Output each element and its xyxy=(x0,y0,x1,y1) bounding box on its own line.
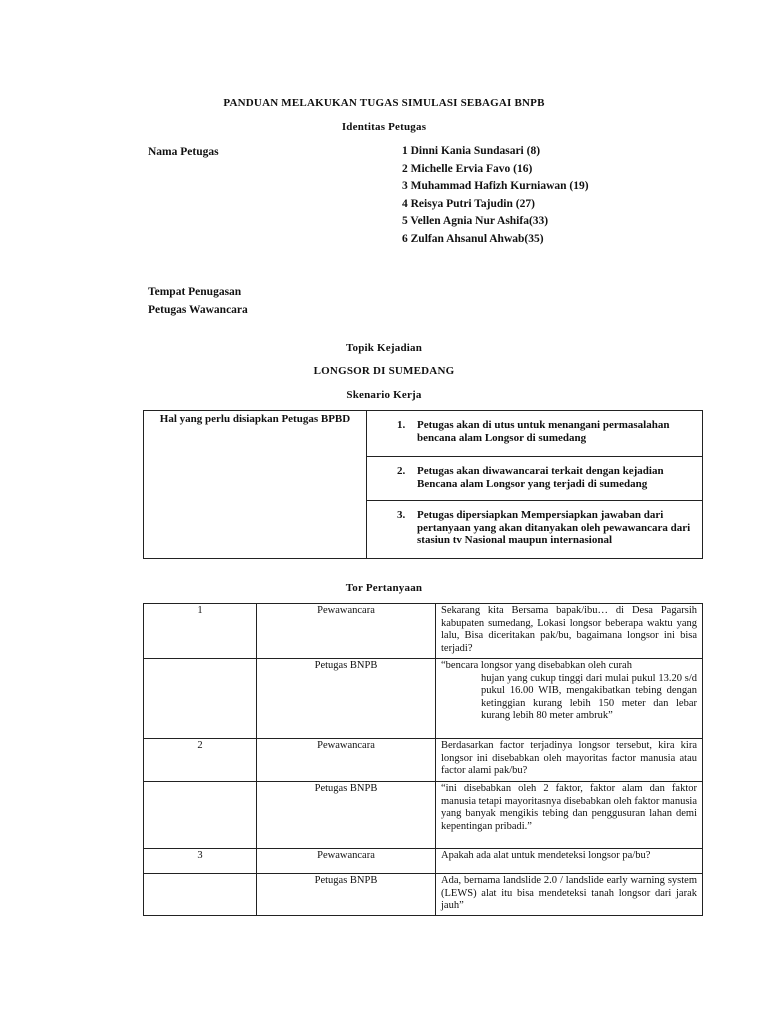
task-text: Petugas akan diwawancarai terkait dengan kejadian Bencana alam Longsor yang terjadi di sumedang xyxy=(417,465,664,490)
dialogue-text: Berdasarkan factor terjadinya longsor tersebut, kira kira longsor ini disebabkan oleh mayoritas factor manusia atau factor alami pak/bu? xyxy=(436,739,703,782)
table-row xyxy=(144,604,703,659)
task-text: Petugas akan di utus untuk menangani permasalahan bencana alam Longsor di sumedang xyxy=(417,419,670,444)
assignment-role-label: Petugas Wawancara xyxy=(148,304,248,316)
speaker-role: Pewawancara xyxy=(257,739,436,782)
officer-item: 6 Zulfan Ahsanul Ahwab(35) xyxy=(402,232,544,245)
task-number: 1. xyxy=(397,419,406,431)
table-row xyxy=(144,874,703,916)
officer-name-label: Nama Petugas xyxy=(148,146,219,158)
answer-rest: hujan yang cukup tinggi dari mulai pukul 13.20 s/d pukul 16.00 WIB, mengakibatkan tebing dengan ketinggian kurang lebih 150 meter dan lebar kurang lebih 80 meter ambruk” xyxy=(481,672,697,721)
table-row xyxy=(144,739,703,782)
speaker-role: Petugas BNPB xyxy=(257,782,436,849)
officer-list xyxy=(402,143,589,249)
task-number: 3. xyxy=(397,509,406,521)
questions-table xyxy=(143,603,703,916)
officer-item: 1 Dinni Kania Sundasari (8) xyxy=(402,145,541,157)
task-text: Petugas dipersiapkan Mempersiapkan jawaban dari pertanyaan yang akan ditanyakan oleh pewawancara dari stasiun tv Nasional maupun internasional xyxy=(417,509,691,546)
question-number: 1 xyxy=(144,604,257,659)
topic-title: LONGSOR DI SUMEDANG xyxy=(313,365,455,377)
scenario-heading: Skenario Kerja xyxy=(346,389,422,401)
question-number xyxy=(144,874,257,916)
dialogue-text: “ini disebabkan oleh 2 faktor, faktor alam dan faktor manusia tetapi mayoritasnya disebabkan oleh faktor manusia yang banyak mengikis tebing dan penggusuran lahan demi kepentingan pribadi.” xyxy=(436,782,703,849)
assignment-place-label: Tempat Penugasan xyxy=(148,286,242,298)
dialogue-text xyxy=(436,659,703,739)
task-number: 2. xyxy=(397,465,406,477)
speaker-role: Petugas BNPB xyxy=(257,874,436,916)
answer-first-line: “bencara longsor yang disebabkan oleh curah xyxy=(441,660,632,671)
dialogue-text: Apakah ada alat untuk mendeteksi longsor pa/bu? xyxy=(436,849,703,874)
task-item xyxy=(367,411,703,457)
question-number: 3 xyxy=(144,849,257,874)
questions-heading: Tor Pertanyaan xyxy=(345,582,423,594)
speaker-role: Petugas BNPB xyxy=(257,659,436,739)
dialogue-text: Sekarang kita Bersama bapak/ibu… di Desa Pagarsih kabupaten sumedang, Lokasi longsor beberapa waktu yang lalu, Bisa diceritakan pak/bu, bagaimana longsor ini bisa terjadi? xyxy=(436,604,703,659)
table-row xyxy=(144,659,703,739)
prep-label: Hal yang perlu disiapkan Petugas BPBD xyxy=(144,411,367,559)
officer-item: 5 Vellen Agnia Nur Ashifa(33) xyxy=(402,215,549,228)
speaker-role: Pewawancara xyxy=(257,604,436,659)
speaker-role: Pewawancara xyxy=(257,849,436,874)
task-table xyxy=(143,410,703,559)
document-title: PANDUAN MELAKUKAN TUGAS SIMULASI SEBAGAI BNPB xyxy=(223,97,545,109)
topic-heading: Topik Kejadian xyxy=(345,342,423,354)
identity-heading: Identitas Petugas xyxy=(341,121,427,133)
table-row xyxy=(144,849,703,874)
task-item xyxy=(367,457,703,501)
question-number xyxy=(144,782,257,849)
officer-item: 4 Reisya Putri Tajudin (27) xyxy=(402,197,535,210)
task-item xyxy=(367,501,703,559)
officer-item: 3 Muhammad Hafizh Kurniawan (19) xyxy=(402,180,589,193)
question-number xyxy=(144,659,257,739)
dialogue-text: Ada, bernama landslide 2.0 / landslide early warning system (LEWS) alat itu bisa mendeteksi tanah longsor dari jarak jauh” xyxy=(436,874,703,916)
officer-item: 2 Michelle Ervia Favo (16) xyxy=(402,162,533,175)
table-row xyxy=(144,782,703,849)
question-number: 2 xyxy=(144,739,257,782)
